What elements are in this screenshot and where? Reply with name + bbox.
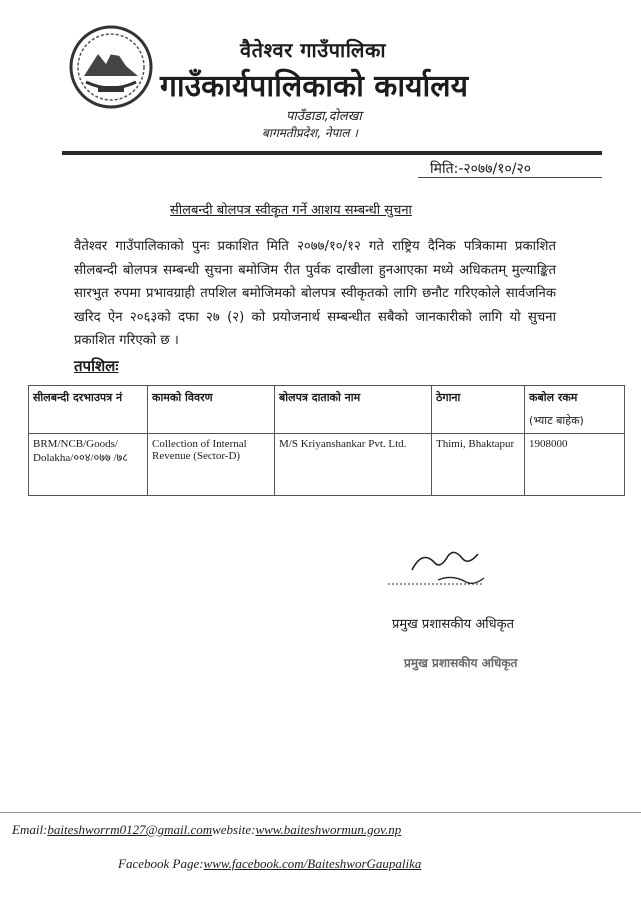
header-bidder: बोलपत्र दाताको नाम [275, 386, 432, 434]
nepal-emblem-icon [68, 24, 154, 110]
facebook-link[interactable]: www.facebook.com/BaiteshworGaupalika [203, 856, 422, 871]
footer-divider [0, 812, 641, 813]
cell-amount: 1908000 [525, 434, 625, 496]
website-link[interactable]: www.baiteshwormun.gov.np [255, 822, 402, 837]
date: मिति:-२०७७/१०/२० [430, 161, 532, 177]
header-amount-note: (भ्याट बाहेक) [529, 414, 584, 427]
header-bid-no: सीलबन्दी दरभाउपत्र नं [29, 386, 148, 434]
subject: सीलबन्दी बोलपत्र स्वीकृत गर्ने आशय सम्बन्धी सुचना [170, 203, 412, 218]
cell-bidder: M/S Kriyanshankar Pvt. Ltd. [275, 434, 432, 496]
org-name: वैतेश्वर गाउँपालिका [240, 38, 387, 62]
facebook-label: Facebook Page: [118, 856, 204, 871]
cell-work: Collection of Internal Revenue (Sector-D) [148, 434, 275, 496]
header-divider [62, 151, 602, 155]
cell-address: Thimi, Bhaktapur [432, 434, 525, 496]
table-row [29, 434, 625, 496]
address-line-2: बागमतीप्रदेश, नेपाल । [262, 126, 358, 140]
office-name: गाउँकार्यपालिकाको कार्यालय [160, 69, 469, 104]
header-work: कामको विवरण [148, 386, 275, 434]
header-amount [525, 386, 625, 434]
footer-contact [12, 822, 401, 838]
table-header-row [29, 386, 625, 434]
details-label: तपशिलः [74, 357, 119, 375]
signatory-title: प्रमुख प्रशासकीय अधिकृत [392, 617, 515, 632]
notice-body: वैतेश्वर गाउँपालिकाको पुनः प्रकाशित मिति २०७७/१०/१२ गते राष्ट्रिय दैनिक पत्रिकामा प्रकाशित सीलबन्दी बोलपत्र सम्बन्धी सुचना बमोजिम रीत पुर्वक दाखीला हुनआएका मध्ये अधिकतम् मुल्याङ्कित सारभुत रुपमा प्रभावग्राही तपशिल बमोजिमको बोलपत्र स्वीकृतको लागि छनौट गरिएकोले सार्वजनिक खरिद ऐन २०६३को दफा २७ (२) को प्रयोजनार्थ सम्बन्धीत सबैको जानकारीको लागि यो सुचना प्रकाशित गरिएको छ । [74, 239, 556, 348]
email-link[interactable]: baiteshworrm0127@gmail.com [47, 822, 213, 837]
official-stamp: प्रमुख प्रशासकीय अधिकृत [404, 656, 518, 670]
date-divider [418, 177, 602, 178]
address-line-1: पाउँडाडा,दोलखा [286, 109, 362, 124]
footer-facebook [118, 856, 421, 872]
email-label: Email: [12, 822, 48, 837]
signature-icon [382, 540, 502, 594]
header-address: ठेगाना [432, 386, 525, 434]
cell-bid-no: BRM/NCB/Goods/ Dolakha/००४/०७७ /७८ [29, 434, 148, 496]
header-amount-label: कबोल रकम [529, 391, 578, 404]
website-label: website: [212, 822, 256, 837]
bid-table [28, 385, 625, 496]
